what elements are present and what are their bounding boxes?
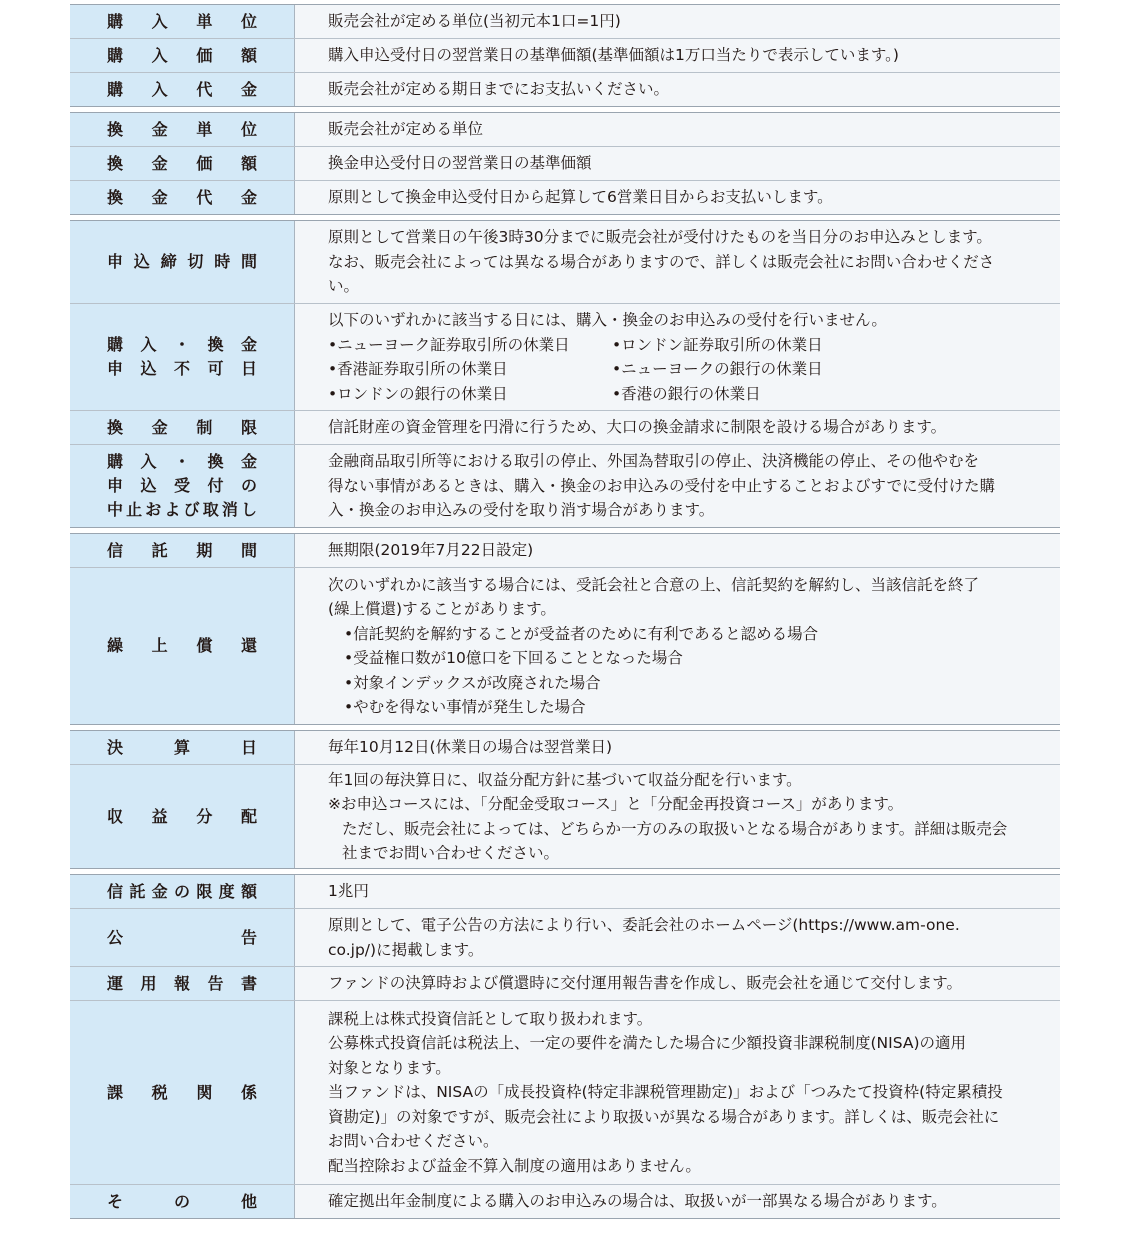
table-row [70, 72, 1060, 106]
row-label [70, 534, 295, 567]
value-line: ファンドの決算時および償還時に交付運用報告書を作成し、販売会社を通じて交付します。 [328, 974, 962, 993]
row-label-line: 決算日 [107, 737, 257, 757]
row-value [295, 1185, 1060, 1218]
row-value [295, 731, 1060, 764]
value-line: 原則として営業日の午後3時30分までに販売会社が受付けたものを当日分のお申込みとします。 [328, 228, 992, 247]
value-line: 社までお問い合わせください。 [342, 844, 560, 862]
row-value [295, 765, 1060, 868]
row-label [70, 909, 295, 966]
row-label [70, 304, 295, 410]
holiday-item: •香港証券取引所の休業日 [328, 360, 508, 378]
row-label [70, 731, 295, 764]
row-label-line: その他 [107, 1191, 257, 1211]
value-line: 販売会社が定める単位(当初元本1口=1円) [328, 12, 621, 31]
table-row [70, 731, 1060, 764]
row-value [295, 113, 1060, 146]
row-label-line: 収益分配 [107, 806, 257, 826]
row-label [70, 765, 295, 868]
row-value [295, 909, 1060, 966]
value-line: •対象インデックスが改廃された場合 [344, 673, 601, 692]
table-row [70, 534, 1060, 567]
value-line: 毎年10月12日(休業日の場合は翌営業日) [328, 738, 613, 757]
row-label-line: 購入単位 [107, 11, 257, 31]
value-line: 課税上は株式投資信託として取り扱われます。 [328, 1009, 653, 1028]
row-label-line: 運用報告書 [107, 973, 257, 993]
row-label [70, 73, 295, 106]
row-label [70, 1185, 295, 1218]
row-label [70, 113, 295, 146]
row-label-line: 申込受付の [107, 476, 257, 495]
row-label [70, 1001, 295, 1184]
value-line: ただし、販売会社によっては、どちらか一方のみの取扱いとなる場合があります。詳細は販売会 [342, 819, 1008, 838]
table-group [70, 874, 1060, 1219]
row-label [70, 568, 295, 724]
table-group [70, 730, 1060, 869]
row-value [295, 568, 1060, 724]
value-line: 換金申込受付日の翌営業日の基準価額 [328, 154, 592, 173]
table-row [70, 444, 1060, 527]
row-label-line: 申込締切時間 [107, 252, 257, 271]
row-value [295, 304, 1060, 410]
table-row [70, 1184, 1060, 1218]
value-line: •信託契約を解約することが受益者のために有利であると認める場合 [344, 624, 819, 643]
holiday-item: •ロンドンの銀行の休業日 [328, 384, 508, 403]
holiday-item: •ロンドン証券取引所の休業日 [612, 335, 823, 354]
row-value [295, 39, 1060, 72]
row-value [295, 147, 1060, 180]
table-row [70, 764, 1060, 868]
table-row [70, 303, 1060, 410]
holiday-item: •ニューヨーク証券取引所の休業日 [328, 335, 570, 354]
table-row [70, 966, 1060, 1000]
row-value [295, 967, 1060, 1000]
table-group [70, 4, 1060, 107]
value-line: 入・換金のお申込みの受付を取り消す場合があります。 [328, 501, 715, 520]
row-label [70, 39, 295, 72]
row-label-line: 課税関係 [107, 1082, 257, 1102]
row-value [295, 875, 1060, 908]
row-label-line: 換金制限 [107, 417, 257, 437]
table-group [70, 220, 1060, 528]
value-line: 原則として、電子公告の方法により行い、委託会社のホームページ(https://www.am-one. [328, 916, 960, 934]
row-label-line: 公告 [107, 927, 257, 947]
row-value [295, 445, 1060, 527]
row-label [70, 875, 295, 908]
row-label-line: 中止および取消し [107, 500, 257, 519]
row-value [295, 1001, 1060, 1184]
value-line: 購入申込受付日の翌営業日の基準価額(基準価額は1万口当たりで表示しています。) [328, 46, 899, 65]
value-line: 年1回の毎決算日に、収益分配方針に基づいて収益分配を行います。 [328, 770, 802, 789]
table-row [70, 908, 1060, 966]
value-line: い。 [328, 277, 360, 296]
fund-terms-table [70, 4, 1060, 1219]
row-label-line: 繰上償還 [107, 636, 257, 655]
value-line: (繰上償還)することがあります。 [328, 600, 556, 618]
row-label-line: 申込不可日 [107, 359, 257, 378]
value-line: なお、販売会社によっては異なる場合がありますので、詳しくは販売会社にお問い合わせくださ [328, 252, 995, 271]
row-label-line: 信託期間 [107, 540, 257, 560]
table-group [70, 533, 1060, 725]
table-row [70, 221, 1060, 303]
holiday-list [328, 333, 1040, 407]
row-label-line: 換金単位 [107, 119, 257, 139]
row-label [70, 967, 295, 1000]
row-label [70, 221, 295, 303]
value-line: 次のいずれかに該当する場合には、受託会社と合意の上、信託契約を解約し、当該信託を終了 [328, 575, 980, 594]
value-line: 販売会社が定める単位 [328, 120, 484, 139]
value-line: 金融商品取引所等における取引の停止、外国為替取引の停止、決済機能の停止、その他やむを [328, 452, 980, 471]
row-value [295, 221, 1060, 303]
value-line: 無期限(2019年7月22日設定) [328, 541, 534, 560]
table-group [70, 112, 1060, 215]
value-line: 原則として換金申込受付日から起算して6営業日目からお支払いします。 [328, 188, 833, 207]
row-value [295, 534, 1060, 567]
value-line: co.jp/)に掲載します。 [328, 940, 484, 959]
value-line: •やむを得ない事情が発生した場合 [344, 698, 586, 716]
holiday-item: •ニューヨークの銀行の休業日 [612, 360, 823, 378]
row-value [295, 73, 1060, 106]
row-label [70, 445, 295, 527]
row-value [295, 181, 1060, 214]
value-line: お問い合わせください。 [328, 1132, 499, 1151]
table-row [70, 38, 1060, 72]
value-line: •受益権口数が10億口を下回ることとなった場合 [344, 649, 683, 667]
table-row [70, 5, 1060, 38]
value-line: 得ない事情があるときは、購入・換金のお申込みの受付を中止することおよびすでに受付けた購 [328, 476, 995, 495]
table-row [70, 146, 1060, 180]
value-line: 配当控除および益金不算入制度の適用はありません。 [328, 1156, 701, 1175]
row-label-line: 購入・換金 [107, 335, 257, 354]
row-label-line: 信託金の限度額 [107, 881, 257, 901]
row-label [70, 147, 295, 180]
table-row [70, 410, 1060, 444]
row-label-line: 購入・換金 [107, 452, 257, 471]
row-label [70, 181, 295, 214]
table-row [70, 180, 1060, 214]
row-label [70, 411, 295, 444]
row-label-line: 購入価額 [107, 45, 257, 65]
value-line: 販売会社が定める期日までにお支払いください。 [328, 80, 670, 99]
table-row [70, 1000, 1060, 1184]
value-line: 資勘定)」の対象ですが、販売会社により取扱いが異なる場合があります。詳しくは、販売会社に [328, 1107, 1000, 1126]
value-line: 以下のいずれかに該当する日には、購入・換金のお申込みの受付を行いません。 [328, 311, 887, 329]
value-line: 公募株式投資信託は税法上、一定の要件を満たした場合に少額投資非課税制度(NISA)の適用 [328, 1034, 966, 1053]
value-line: 1兆円 [328, 882, 369, 901]
holiday-item: •香港の銀行の休業日 [612, 384, 761, 403]
table-row [70, 875, 1060, 908]
row-value [295, 411, 1060, 444]
value-line: 確定拠出年金制度による購入のお申込みの場合は、取扱いが一部異なる場合があります。 [328, 1192, 947, 1211]
row-label [70, 5, 295, 38]
row-label-line: 購入代金 [107, 79, 257, 99]
row-label-line: 換金価額 [107, 153, 257, 173]
value-line: 対象となります。 [328, 1058, 451, 1077]
value-line: ※お申込コースには、「分配金受取コース」と「分配金再投資コース」があります。 [328, 795, 904, 813]
table-row [70, 113, 1060, 146]
value-line: 当ファンドは、NISAの「成長投資枠(特定非課税管理勘定)」および「つみたて投資枠(特定累積投 [328, 1083, 1003, 1102]
value-line: 信託財産の資金管理を円滑に行うため、大口の換金請求に制限を設ける場合があります。 [328, 418, 947, 437]
table-row [70, 567, 1060, 724]
row-value [295, 5, 1060, 38]
row-label-line: 換金代金 [107, 187, 257, 207]
